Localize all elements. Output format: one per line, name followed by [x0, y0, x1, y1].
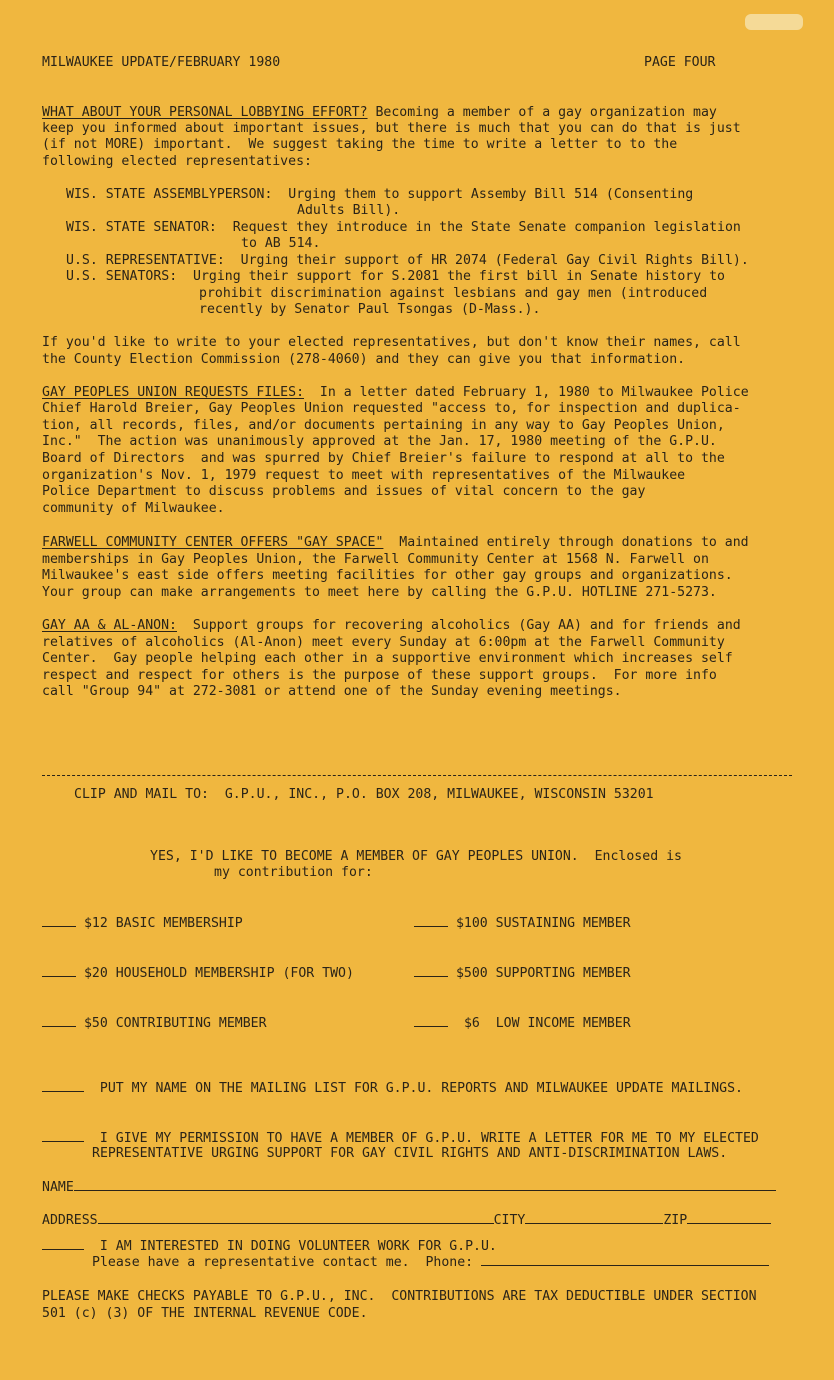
option-household-checkbox-line[interactable] — [42, 965, 76, 977]
representative-item-senator: WIS. STATE SENATOR: Request they introduce in the State Senate companion legislation — [66, 220, 741, 235]
alanon-text: Support groups for recovering alcoholics (Gay AA) and for friends and — [176, 618, 741, 633]
clip-dashed-line — [42, 775, 792, 776]
farwell-line: Milwaukee's east side offers meeting facilities for other gay groups and organizations. — [42, 568, 733, 583]
lobbying-intro-line: (if not MORE) important. We suggest taking the time to write a letter to to the — [42, 137, 678, 152]
representative-item-senator-cont: to AB 514. — [241, 236, 321, 251]
checks-note-line: PLEASE MAKE CHECKS PAYABLE TO G.P.U., INC. CONTRIBUTIONS ARE TAX DEDUCTIBLE UNDER SECTION — [42, 1289, 757, 1304]
zip-label: ZIP — [663, 1213, 688, 1228]
files-line: Chief Harold Breier, Gay Peoples Union requested "access to, for inspection and duplica- — [42, 401, 741, 416]
files-line: Police Department to discuss problems and issues of vital concern to the gay — [42, 484, 646, 499]
option-basic-label: $12 BASIC MEMBERSHIP — [83, 916, 243, 931]
option-basic-checkbox-line[interactable] — [42, 915, 76, 927]
lobbying-intro-line: keep you informed about important issues, but there is much that you can do that is just — [42, 121, 741, 136]
files-line: community of Milwaukee. — [42, 501, 225, 516]
files-line: organization's Nov. 1, 1979 request to meet with representatives of the Milwaukee — [42, 468, 686, 483]
representative-item-assembly-cont: Adults Bill). — [297, 203, 401, 218]
option-contributing-label: $50 CONTRIBUTING MEMBER — [83, 1016, 267, 1031]
volunteer-phone-label: Please have a representative contact me. Phone: — [92, 1255, 474, 1270]
files-line: Inc." The action was unanimously approved at the Jan. 17, 1980 meeting of the G.P.U. — [42, 434, 717, 449]
farwell-text: Maintained entirely through donations to and — [383, 535, 749, 550]
lobbying-intro-line: following elected representatives: — [42, 154, 312, 169]
checks-note-line: 501 (c) (3) OF THE INTERNAL REVENUE CODE. — [42, 1306, 368, 1321]
volunteer-phone-row — [92, 1254, 769, 1272]
option-supporting[interactable] — [414, 965, 631, 983]
representative-item-us-rep: U.S. REPRESENTATIVE: Urging their support of HR 2074 (Federal Gay Civil Rights Bill). — [66, 253, 749, 268]
files-text: In a letter dated February 1, 1980 to Milwaukee Police — [304, 385, 749, 400]
files-line: Board of Directors and was spurred by Chief Breier's failure to respond at all to the — [42, 451, 725, 466]
files-paragraph-line — [42, 385, 749, 402]
files-line: tion, all records, files, and/or documents pertaining in any way to Gay Peoples Union, — [42, 418, 725, 433]
volunteer-checkbox-line[interactable] — [42, 1238, 84, 1250]
option-sustaining-label: $100 SUSTAINING MEMBER — [455, 916, 631, 931]
permission-option[interactable] — [42, 1130, 759, 1148]
lobbying-intro-text: Becoming a member of a gay organization may — [367, 105, 717, 120]
alanon-paragraph-line — [42, 618, 741, 635]
header-title: MILWAUKEE UPDATE/FEBRUARY 1980 — [42, 55, 281, 70]
membership-join-line: YES, I'D LIKE TO BECOME A MEMBER OF GAY PEOPLES UNION. Enclosed is — [150, 849, 682, 864]
representative-item-assembly: WIS. STATE ASSEMBLYPERSON: Urging them to support Assemby Bill 514 (Consenting — [66, 187, 694, 202]
farwell-paragraph-line — [42, 535, 749, 552]
membership-join-line: my contribution for: — [214, 865, 373, 880]
representative-item-us-senators-cont: recently by Senator Paul Tsongas (D-Mass.). — [199, 302, 541, 317]
permission-label: I GIVE MY PERMISSION TO HAVE A MEMBER OF G.P.U. WRITE A LETTER FOR ME TO MY ELECTED — [99, 1131, 759, 1146]
option-sustaining[interactable] — [414, 915, 631, 933]
page-number: PAGE FOUR — [644, 55, 716, 70]
option-low-income[interactable] — [414, 1015, 631, 1033]
representative-item-us-senators-cont: prohibit discrimination against lesbians and gay men (introduced — [199, 286, 708, 301]
city-label: CITY — [493, 1213, 526, 1228]
name-row — [42, 1179, 776, 1197]
option-contributing-checkbox-line[interactable] — [42, 1015, 76, 1027]
farwell-heading: FARWELL COMMUNITY CENTER OFFERS "GAY SPACE" — [42, 535, 384, 550]
city-field[interactable] — [525, 1212, 663, 1224]
mailing-list-label: PUT MY NAME ON THE MAILING LIST FOR G.P.U. REPORTS AND MILWAUKEE UPDATE MAILINGS. — [99, 1081, 743, 1096]
option-low-income-checkbox-line[interactable] — [414, 1015, 448, 1027]
name-field[interactable] — [74, 1179, 776, 1191]
alanon-heading: GAY AA & AL-ANON: — [42, 618, 177, 633]
phone-field[interactable] — [481, 1254, 769, 1266]
alanon-line: call "Group 94" at 272-3081 or attend one of the Sunday evening meetings. — [42, 684, 622, 699]
address-label: ADDRESS — [42, 1213, 98, 1228]
address-row — [42, 1212, 771, 1230]
farwell-line: memberships in Gay Peoples Union, the Farwell Community Center at 1568 N. Farwell on — [42, 552, 709, 567]
volunteer-option[interactable] — [42, 1238, 497, 1256]
mailing-list-checkbox-line[interactable] — [42, 1080, 84, 1092]
option-contributing[interactable] — [42, 1015, 267, 1033]
option-sustaining-checkbox-line[interactable] — [414, 915, 448, 927]
files-heading: GAY PEOPLES UNION REQUESTS FILES: — [42, 385, 305, 400]
representative-item-us-senators: U.S. SENATORS: Urging their support for S.2081 the first bill in Senate history to — [66, 269, 725, 284]
clip-and-mail-address: CLIP AND MAIL TO: G.P.U., INC., P.O. BOX 208, MILWAUKEE, WISCONSIN 53201 — [74, 787, 654, 802]
zip-field[interactable] — [687, 1212, 771, 1224]
lobbying-heading: WHAT ABOUT YOUR PERSONAL LOBBYING EFFORT? — [42, 105, 368, 120]
farwell-line: Your group can make arrangements to meet here by calling the G.P.U. HOTLINE 271-5273. — [42, 585, 717, 600]
option-supporting-label: $500 SUPPORTING MEMBER — [455, 966, 631, 981]
alanon-line: respect and respect for others is the purpose of these support groups. For more info — [42, 668, 717, 683]
volunteer-label: I AM INTERESTED IN DOING VOLUNTEER WORK FOR G.P.U. — [99, 1239, 497, 1254]
permission-checkbox-line[interactable] — [42, 1130, 84, 1142]
name-label: NAME — [42, 1180, 74, 1195]
paper-scuff-mark — [745, 14, 803, 30]
option-basic[interactable] — [42, 915, 243, 933]
option-household-label: $20 HOUSEHOLD MEMBERSHIP (FOR TWO) — [83, 966, 354, 981]
alanon-line: relatives of alcoholics (Al-Anon) meet every Sunday at 6:00pm at the Farwell Community — [42, 635, 725, 650]
lobbying-outro-line: the County Election Commission (278-4060) and they can give you that information. — [42, 352, 686, 367]
option-household[interactable] — [42, 965, 354, 983]
option-low-income-label: $6 LOW INCOME MEMBER — [463, 1016, 631, 1031]
address-field[interactable] — [98, 1212, 494, 1224]
lobbying-paragraph-line — [42, 105, 717, 122]
permission-label-cont: REPRESENTATIVE URGING SUPPORT FOR GAY CIVIL RIGHTS AND ANTI-DISCRIMINATION LAWS. — [92, 1146, 728, 1161]
alanon-line: Center. Gay people helping each other in a supportive environment which increases self — [42, 651, 733, 666]
lobbying-outro-line: If you'd like to write to your elected representatives, but don't know their names, call — [42, 335, 741, 350]
mailing-list-option[interactable] — [42, 1080, 743, 1098]
option-supporting-checkbox-line[interactable] — [414, 965, 448, 977]
